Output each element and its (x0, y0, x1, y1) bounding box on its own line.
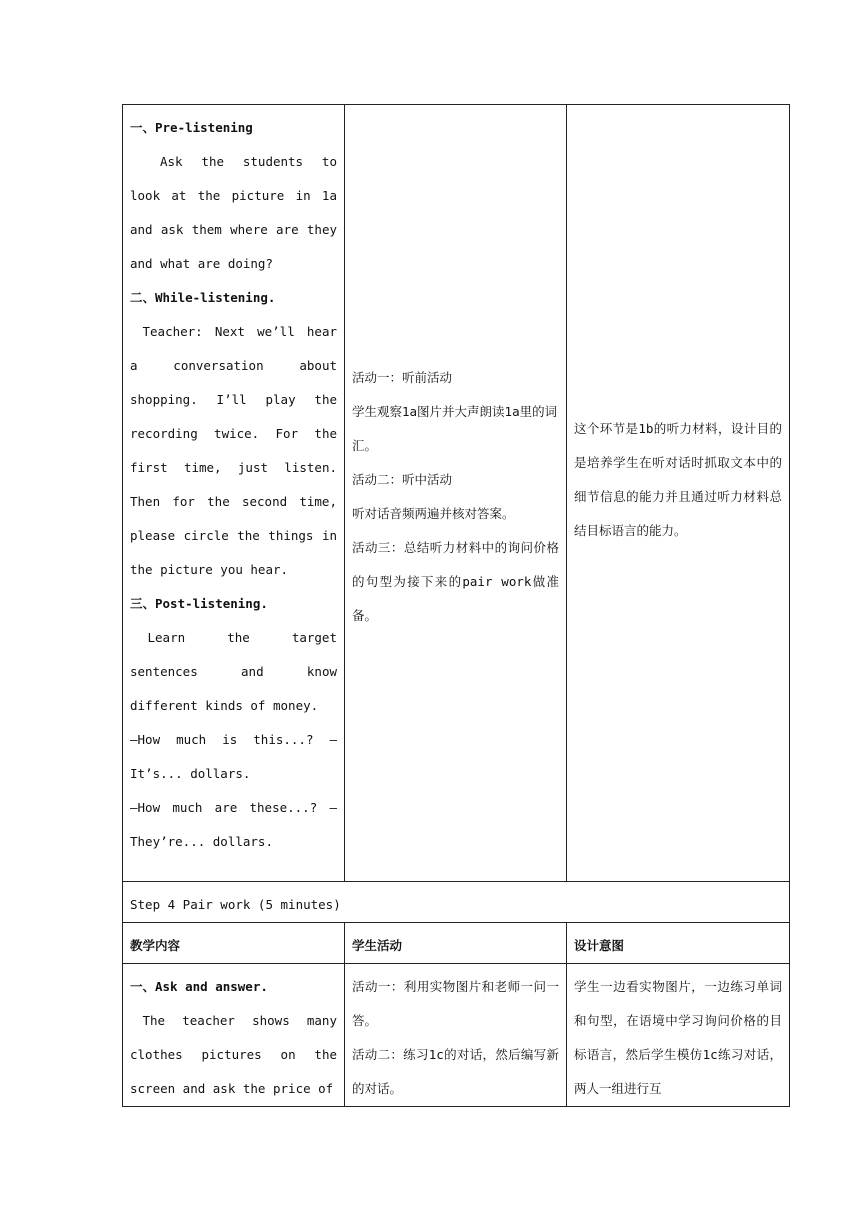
post-listening-text: Learn the target sentences and know different kinds of money. (130, 630, 337, 713)
pair-work-row (123, 964, 790, 1107)
design-intent-text: 这个环节是1b的听力材料，设计目的是培养学生在听对话时抓取文本中的细节信息的能力并且通过听力材料总结目标语言的能力。 (574, 421, 782, 538)
header-student-activity: 学生活动 (345, 923, 567, 964)
header-teaching-content: 教学内容 (123, 923, 345, 964)
ask-answer-heading: 一、Ask and answer. (130, 979, 268, 994)
pre-listening-heading: 一、Pre-listening (130, 120, 253, 135)
while-listening-text: Teacher: Next we’ll hear a conversation about shopping. I’ll play the recording twice. For the first time, just listen. Then for the second time, please circle the things in the picture you hear. (130, 324, 337, 577)
activity-2-title: 活动二：听中活动 (352, 472, 453, 487)
ask-answer-text: The teacher shows many clothes pictures on the screen and ask the price of (130, 1013, 337, 1096)
pair-work-content-cell (123, 964, 345, 1107)
pair-activity-1: 活动一：利用实物图片和老师一问一答。 (352, 979, 559, 1028)
post-listening-heading: 三、Post-listening. (130, 596, 268, 611)
lesson-plan-table (122, 104, 790, 1107)
teaching-content-cell (123, 105, 345, 882)
pair-intent-text: 学生一边看实物图片，一边练习单词和句型，在语境中学习询问价格的目标语言，然后学生模仿1c练习对话，两人一组进行互 (574, 979, 782, 1096)
design-intent-cell (567, 105, 790, 882)
activity-2-text: 听对话音频两遍并核对答案。 (352, 506, 515, 521)
step-row (123, 882, 790, 923)
pair-work-intent-cell (567, 964, 790, 1107)
while-listening-heading: 二、While-listening. (130, 290, 276, 305)
activity-3-text: 活动三：总结听力材料中的询问价格的句型为接下来的pair work做准备。 (352, 540, 559, 623)
student-activity-cell (345, 105, 567, 882)
pre-listening-text: Ask the students to look at the picture in 1a and ask them where are they and what are doing? (130, 154, 337, 271)
pair-activity-2: 活动二：练习1c的对话，然后编写新的对话。 (352, 1047, 559, 1096)
pair-work-activity-cell (345, 964, 567, 1107)
listening-row (123, 105, 790, 882)
dialog-line-2: —How much are these...? —They’re... dollars. (130, 800, 337, 849)
activity-1-title: 活动一：听前活动 (352, 370, 453, 385)
dialog-line-1: —How much is this...? —It’s... dollars. (130, 732, 337, 781)
activity-1-text: 学生观察1a图片并大声朗读1a里的词汇。 (352, 404, 558, 453)
column-header-row (123, 923, 790, 964)
step-label: Step 4 Pair work (5 minutes) (123, 882, 790, 923)
header-design-intent: 设计意图 (567, 923, 790, 964)
